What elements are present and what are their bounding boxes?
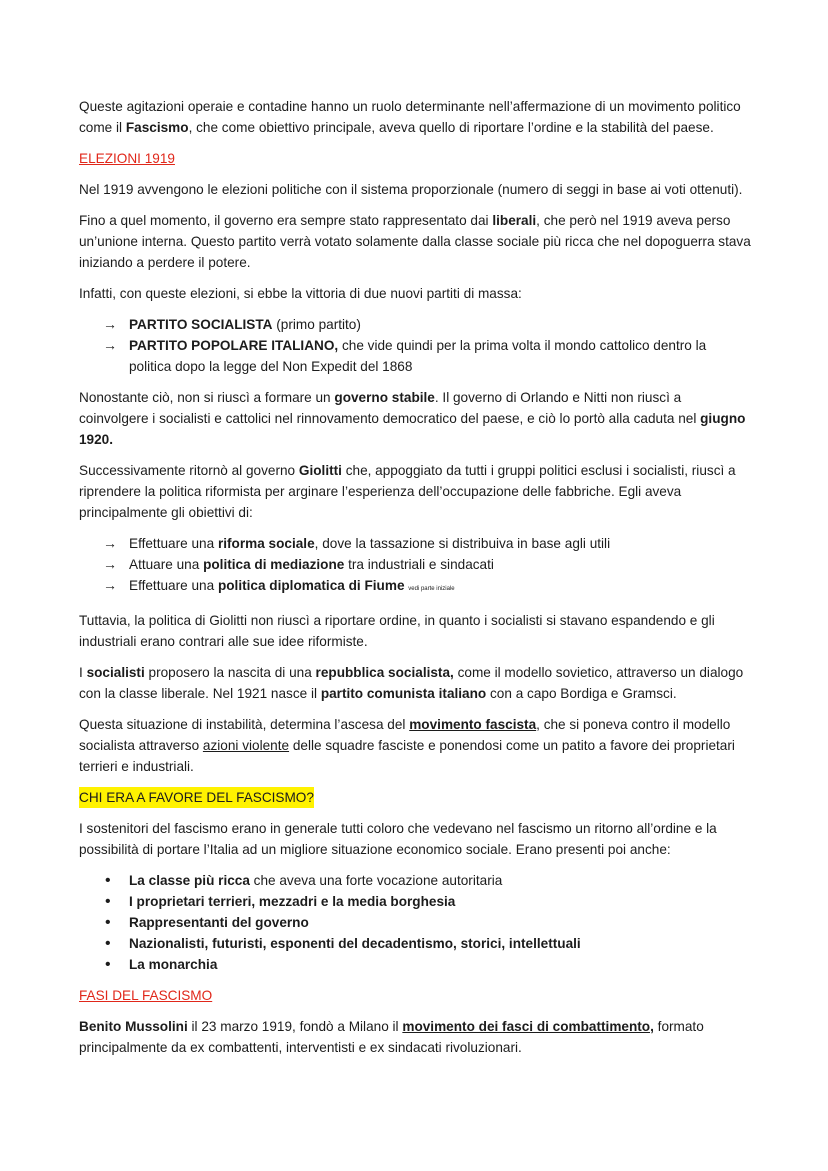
bold-term: repubblica socialista, [315,665,454,680]
bold-term: governo stabile [334,390,435,405]
bold-underlined-term: movimento fascista [409,717,537,732]
bold-term: socialisti [86,665,145,680]
list-item [79,335,751,377]
paragraph [79,387,751,450]
text: Fino a quel momento, il governo era sempre stato rappresentato dai [79,213,493,228]
bullet-icon: • [105,872,111,889]
bold-term: Nazionalisti, futuristi, esponenti del decadentismo, storici, intellettuali [129,936,581,951]
bold-term: politica diplomatica di Fiume [217,578,405,593]
list-item [79,891,751,912]
bullet-icon: • [105,914,111,931]
list-item [79,314,751,335]
text: proposero la nascita di una [144,665,316,680]
small-note: vedi parte iniziale [408,586,455,592]
text: Questa situazione di instabilità, determina l’ascesa del [79,717,410,732]
text: il 23 marzo 1919, fondò a Milano il [187,1019,403,1034]
paragraph [79,1016,751,1058]
underlined-term: azioni violente [202,738,290,753]
bold-term: liberali [492,213,537,228]
list-item [79,870,751,891]
text: tra industriali e sindacati [344,557,494,572]
text: (primo partito) [272,317,361,332]
paragraph [79,460,751,523]
paragraph: I sostenitori del fascismo erano in generale tutti coloro che vedevano nel fascismo un ritorno all’ordine e la possibilità di portare l’Italia ad un migliore situazione economico sociale. Erano presenti poi anche: [79,821,717,857]
bold-term: La classe più ricca [129,873,250,888]
list-item [79,954,751,975]
arrow-icon: → [103,316,117,332]
text: I [79,665,87,680]
supporters-list [79,870,751,975]
list-item [79,912,751,933]
bold-term: politica di mediazione [203,557,345,572]
text: Effettuare una [129,536,218,551]
text: come il modello sovietico, attraverso un dialogo con la classe liberale. Nel 1921 nasce il [79,665,744,701]
list-item [79,933,751,954]
text: , che come obiettivo principale, aveva quello di riportare l’ordine e la stabilità del paese. [188,120,714,135]
bold-term: Benito Mussolini [79,1019,188,1034]
list-item [79,575,751,600]
paragraph [79,714,751,777]
bold-term: Fascismo [125,120,189,135]
text: che vide quindi per la prima volta il mondo cattolico dentro la politica dopo la legge del Non Expedit del 1868 [129,338,707,374]
text: delle squadre fasciste e ponendosi come un patito a favore dei proprietari terrieri e industriali. [79,738,735,774]
section-heading-wrapper [79,787,751,808]
text: che, appoggiato da tutti i gruppi politici esclusi i socialisti, riuscì a riprendere la politica riformista per arginare l’esperienza dell’occupazione delle fabbriche. Egli aveva principalmente gli obiettivi di: [79,463,736,520]
parties-list [79,314,751,377]
bullet-icon: • [105,956,111,973]
arrow-icon: → [103,337,117,353]
text: Successivamente ritornò al governo [79,463,299,478]
document-page [79,96,751,1068]
text: che aveva una forte vocazione autoritaria [249,873,503,888]
bold-term: riforma sociale [217,536,315,551]
bold-term: PARTITO POPOLARE ITALIANO, [129,338,339,353]
objectives-list [79,533,751,600]
bold-term: PARTITO SOCIALISTA [129,317,273,332]
bullet-icon: • [105,893,111,910]
arrow-icon: → [103,535,117,551]
list-item [79,533,751,554]
text: Nonostante ciò, non si riuscì a formare un [79,390,335,405]
paragraph: Tuttavia, la politica di Giolitti non riuscì a riportare ordine, in quanto i socialisti si stavano espandendo e gli industriali erano contrari alle sue idee riformiste. [79,613,715,649]
bold-term: I proprietari terrieri, mezzadri e la media borghesia [129,894,456,909]
text: , che si poneva contro il modello socialista attraverso [79,717,731,753]
paragraph: Nel 1919 avvengono le elezioni politiche con il sistema proporzionale (numero di seggi in base ai voti ottenuti). [79,182,743,197]
paragraph [79,662,751,704]
paragraph: Infatti, con queste elezioni, si ebbe la vittoria di due nuovi partiti di massa: [79,286,522,301]
section-heading-favore: CHI ERA A FAVORE DEL FASCISMO? [79,787,314,808]
arrow-icon: → [103,577,117,593]
text: Queste agitazioni operaie e contadine hanno un ruolo determinante nell’affermazione di un movimento politico come il [79,99,741,135]
text: . Il governo di Orlando e Nitti non riuscì a coinvolgere i socialisti e cattolici nel rinnovamento democratico del paese, e ciò lo portò alla caduta nel [79,390,701,426]
text: , che però nel 1919 aveva perso un’unione interna. Questo partito verrà votato solamente dalla classe sociale più ricca che nel dopoguerra stava iniziando a perdere il potere. [79,213,751,270]
bullet-icon: • [105,935,111,952]
text: formato principalmente da ex combattenti, interventisti e ex sindacati rivoluzionari. [79,1019,704,1055]
section-heading-elezioni: ELEZIONI 1919 [79,151,175,166]
text: Effettuare una [129,578,218,593]
text: con a capo Bordiga e Gramsci. [486,686,677,701]
arrow-icon: → [103,556,117,572]
intro-paragraph [79,96,751,138]
bold-underlined-term: movimento dei fasci di combattimento, [402,1019,654,1034]
text: , dove la tassazione si distribuiva in base agli utili [314,536,611,551]
section-heading-fasi: FASI DEL FASCISMO [79,988,213,1003]
bold-term: La monarchia [129,957,218,972]
bold-term: giugno 1920. [79,411,746,447]
bold-term: Giolitti [298,463,342,478]
bold-term: Rappresentanti del governo [129,915,309,930]
list-item [79,554,751,575]
paragraph [79,210,751,273]
text: Attuare una [129,557,204,572]
bold-term: partito comunista italiano [320,686,487,701]
